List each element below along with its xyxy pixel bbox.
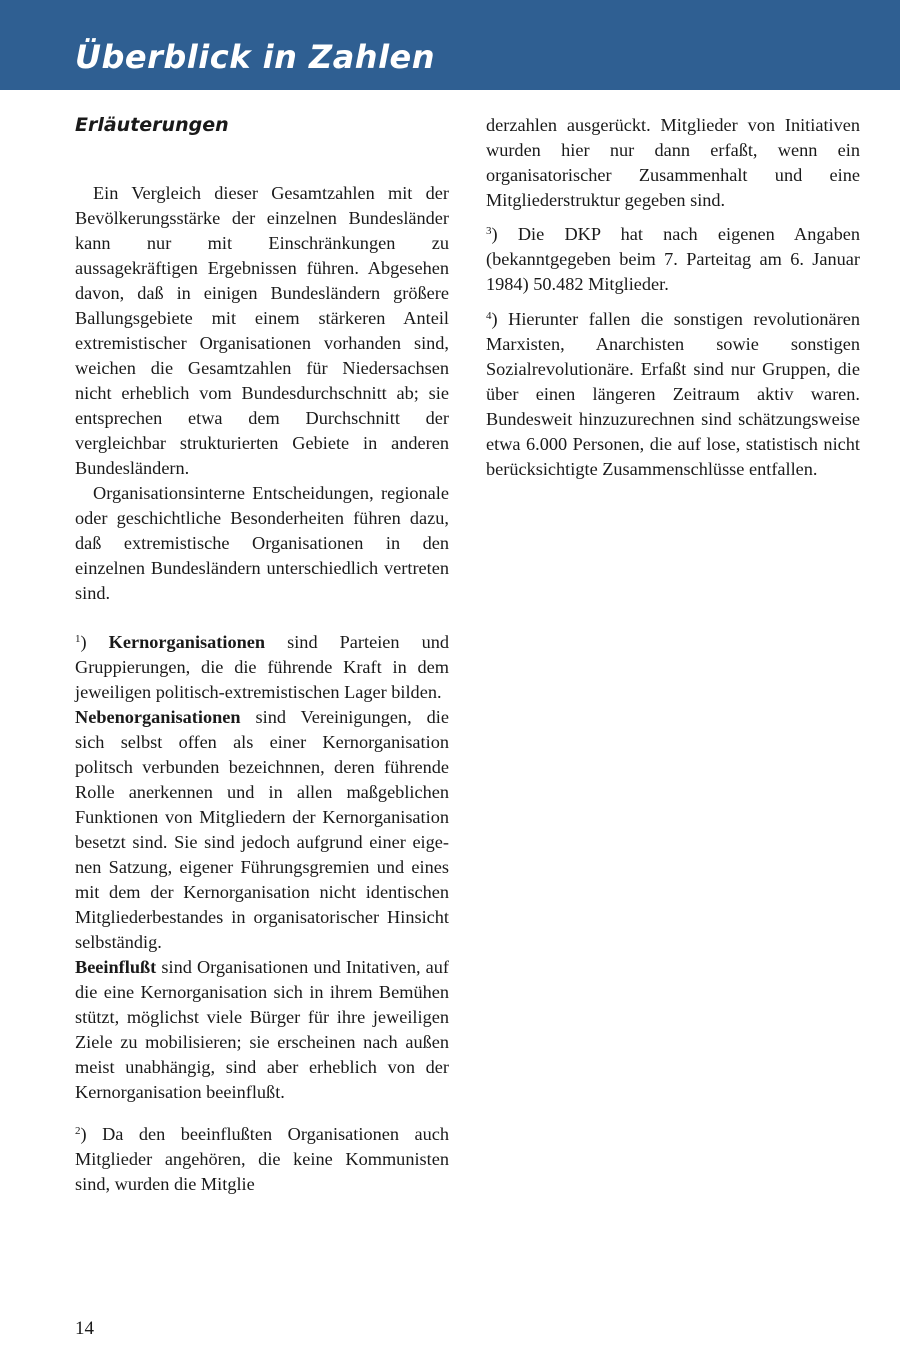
definition-kernorganisationen: sind Parteien und Gruppierungen, die die führende Kraft in dem jeweiligen politisch-extremistischen Lager bilden.: [75, 632, 449, 702]
header-banner: [0, 0, 900, 90]
footnote-2-text: Da den beeinflußten Organisationen auch Mitglieder angehören, die keine Kommunisten sind, wurden die Mitglie: [75, 1124, 449, 1194]
page-number: 14: [75, 1318, 94, 1339]
footnote-4: $^4$) Hierunter fallen die sonstigen revolutionären Marxisten, Anarchisten sowie sonstigen Sozialrevolutionäre. Erfaßt sind nur Gruppen, die über einen längeren Zeitraum aktiv waren. Bundesweit hinzuzurechnen sind schätzungsweise etwa 6.000 Personen, die auf lose, statistisch nicht berücksichtigte Zusammenschlüsse entfallen.: [486, 309, 860, 479]
right-column: [486, 113, 860, 482]
term-beeinflusst: Beeinflußt: [75, 957, 157, 977]
footnote-2: $^2$) Da den beeinflußten Organisationen auch Mitglieder angehören, die keine Kommunisten sind, wurden die Mitglie: [75, 1124, 449, 1194]
footnote-3: $^3$) Die DKP hat nach eigenen Angaben (bekanntgegeben beim 7. Parteitag am 6. Januar 1984) 50.482 Mitglieder.: [486, 224, 860, 294]
intro-paragraph-2: Organisationsinterne Entscheidungen, regionale oder geschichtliche Besonderheiten führen dazu, daß extremistische Organisationen in den einzelnen Bundesländern unterschiedlich vertreten sind.: [75, 483, 449, 603]
footnote-4-marker: 4: [486, 310, 492, 322]
page-title: Überblick in Zahlen: [75, 38, 436, 76]
footnote-3-marker: 3: [486, 225, 492, 237]
term-kernorganisationen: Kernorganisationen: [108, 632, 266, 652]
footnote-3-text: Die DKP hat nach eigenen Angaben (bekanntgegeben beim 7. Parteitag am 6. Januar 1984) 50.482 Mitglieder.: [486, 224, 860, 294]
footnote-1-marker: 1: [75, 633, 81, 645]
term-nebenorganisationen: Nebenorganisationen: [75, 707, 241, 727]
footnote-4-text: Hierunter fallen die sonstigen revolutionären Marxisten, Anarchisten sowie sonstigen Sozialrevolutionäre. Erfaßt sind nur Gruppen, die über einen längeren Zeitraum aktiv waren. Bundesweit hinzuzurechnen sind schätzungsweise etwa 6.000 Personen, die auf lose, statistisch nicht berücksichtigte Zusammenschlüsse entfallen.: [486, 309, 860, 479]
footnote-1: $^1$) Kernorganisationen sind Parteien und Gruppierungen, die die führende Kraft in dem jeweiligen politisch-extremistischen Lager bilden.: [75, 632, 449, 702]
section-heading: Erläuterungen: [75, 114, 229, 136]
definition-beeinflusst: sind Organisationen und Initativen, auf die eine Kernorganisation sich in ihrem Bemühen stützt, möglichst viele Bürger für ihre jeweiligen Ziele zu mobilisieren; sie erscheinen nach außen meist unabhängig, sind aber erheblich von der Kernorganisation beeinflußt.: [75, 957, 449, 1102]
definition-nebenorganisationen: sind Vereinigungen, die sich selbst offen als einer Kernorganisation politsch verbunden bezeichnnen, deren führende Rolle anerkennen und in allen maßgeblichen Funktionen von Mitgliedern der Kernorganisation besetzt sind. Sie sind jedoch aufgrund einer eigenen Satzung, eigener Führungsgremien und eines mit dem der Kernorganisation nicht identischen Mitgliederbestandes in organisatorischer Hinsicht selbständig.: [75, 707, 450, 952]
left-column: [75, 181, 449, 1197]
footnote-2-marker: 2: [75, 1125, 81, 1137]
footnote-1-part-2: [75, 705, 449, 955]
footnote-2-continued: derzahlen ausgerückt. Mitglieder von Initiativen wurden hier nur dann erfaßt, wenn ein organisatorischer Zusammenhalt und eine Mitgliederstruktur gegeben sind.: [486, 115, 860, 210]
intro-paragraph-1: Ein Vergleich dieser Gesamtzahlen mit der Bevölkerungsstärke der einzelnen Bundesländer kann nur mit Einschränkungen zu aussagekräftigen Ergebnissen führen. Abgesehen davon, daß in einigen Bundesländern größere Ballungsgebiete mit einem stärkeren Anteil extremistischer Organisationen vorhanden sind, weichen die Gesamtzahlen für Niedersachsen nicht erheblich vom Bundesdurchschnitt ab; sie entsprechen etwa dem Durchschnitt der vergleichbar strukturierten Gebiete in anderen Bundesländern.: [75, 183, 449, 478]
footnote-1-part-3: [75, 955, 449, 1105]
